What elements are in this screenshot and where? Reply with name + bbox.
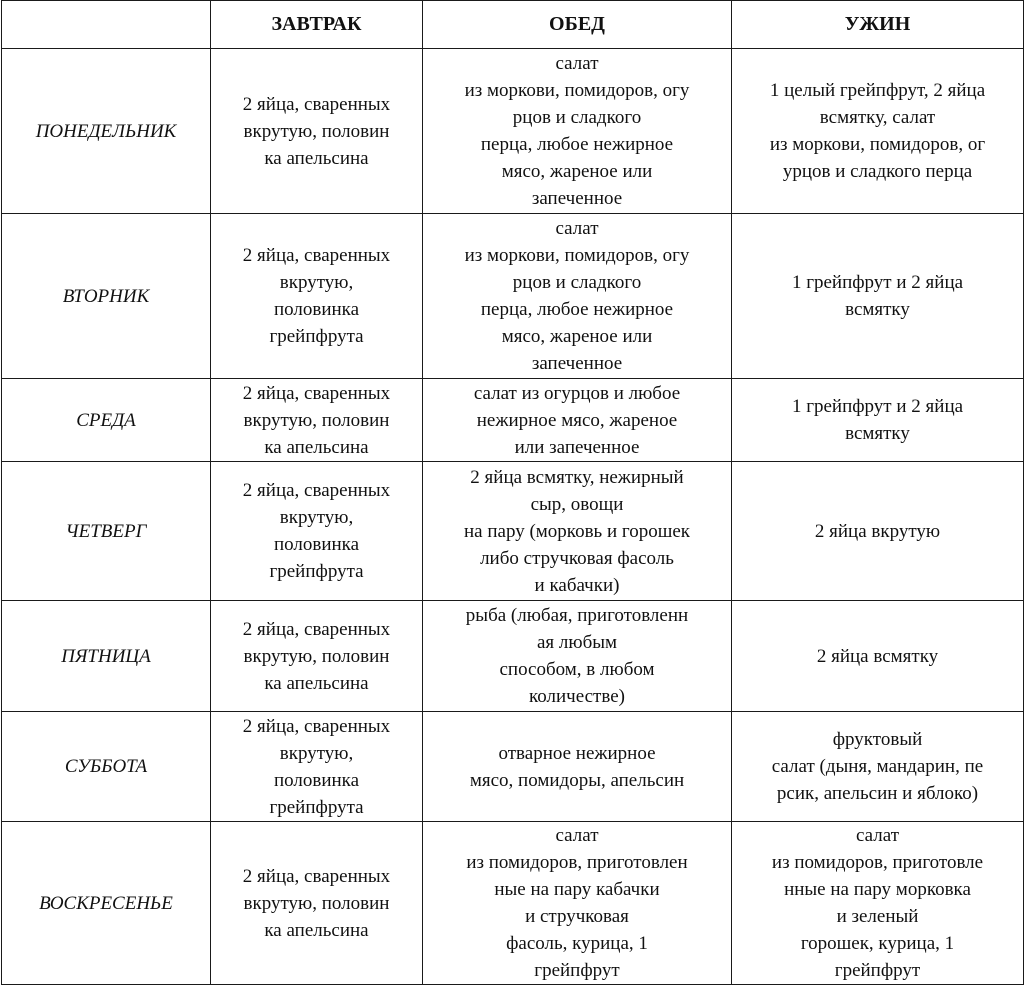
day-cell: ВТОРНИК — [2, 214, 211, 379]
lunch-cell: салат из помидоров, приготовлен ные на пару кабачки и стручковая фасоль, курица, 1 грейпфрут — [423, 822, 732, 985]
header-lunch: ОБЕД — [423, 1, 732, 49]
table-row — [2, 822, 1024, 985]
lunch-cell: салат из моркови, помидоров, огу рцов и сладкого перца, любое нежирное мясо, жареное или запеченное — [423, 49, 732, 214]
dinner-cell: фруктовый салат (дыня, мандарин, пе рсик, апельсин и яблоко) — [732, 712, 1024, 822]
lunch-cell: салат из моркови, помидоров, огу рцов и сладкого перца, любое нежирное мясо, жареное или запеченное — [423, 214, 732, 379]
day-cell: ПЯТНИЦА — [2, 601, 211, 712]
lunch-cell: отварное нежирное мясо, помидоры, апельсин — [423, 712, 732, 822]
meal-plan-table — [1, 0, 1024, 985]
dinner-cell: 1 целый грейпфрут, 2 яйца всмятку, салат из моркови, помидоров, ог урцов и сладкого перца — [732, 49, 1024, 214]
dinner-cell: салат из помидоров, приготовле нные на пару морковка и зеленый горошек, курица, 1 грейпфрут — [732, 822, 1024, 985]
table-row — [2, 712, 1024, 822]
day-cell: ЧЕТВЕРГ — [2, 462, 211, 601]
table-row — [2, 49, 1024, 214]
dinner-cell: 2 яйца вкрутую — [732, 462, 1024, 601]
breakfast-cell: 2 яйца, сваренных вкрутую, половинка грейпфрута — [211, 462, 423, 601]
lunch-cell: 2 яйца всмятку, нежирный сыр, овощи на пару (морковь и горошек либо стручковая фасоль и кабачки) — [423, 462, 732, 601]
dinner-cell: 1 грейпфрут и 2 яйца всмятку — [732, 214, 1024, 379]
breakfast-cell: 2 яйца, сваренных вкрутую, половин ка апельсина — [211, 49, 423, 214]
day-cell: ВОСКРЕСЕНЬЕ — [2, 822, 211, 985]
dinner-cell: 1 грейпфрут и 2 яйца всмятку — [732, 379, 1024, 462]
day-cell: СУББОТА — [2, 712, 211, 822]
header-breakfast: ЗАВТРАК — [211, 1, 423, 49]
table-row — [2, 379, 1024, 462]
lunch-cell: салат из огурцов и любое нежирное мясо, жареное или запеченное — [423, 379, 732, 462]
dinner-cell: 2 яйца всмятку — [732, 601, 1024, 712]
header-dinner: УЖИН — [732, 1, 1024, 49]
breakfast-cell: 2 яйца, сваренных вкрутую, половинка грейпфрута — [211, 712, 423, 822]
header-corner-cell — [2, 1, 211, 49]
lunch-cell: рыба (любая, приготовленн ая любым способом, в любом количестве) — [423, 601, 732, 712]
breakfast-cell: 2 яйца, сваренных вкрутую, половинка грейпфрута — [211, 214, 423, 379]
table-row — [2, 601, 1024, 712]
table-row — [2, 462, 1024, 601]
day-cell: ПОНЕДЕЛЬНИК — [2, 49, 211, 214]
breakfast-cell: 2 яйца, сваренных вкрутую, половин ка апельсина — [211, 601, 423, 712]
breakfast-cell: 2 яйца, сваренных вкрутую, половин ка апельсина — [211, 379, 423, 462]
header-row — [2, 1, 1024, 49]
day-cell: СРЕДА — [2, 379, 211, 462]
table-row — [2, 214, 1024, 379]
breakfast-cell: 2 яйца, сваренных вкрутую, половин ка апельсина — [211, 822, 423, 985]
